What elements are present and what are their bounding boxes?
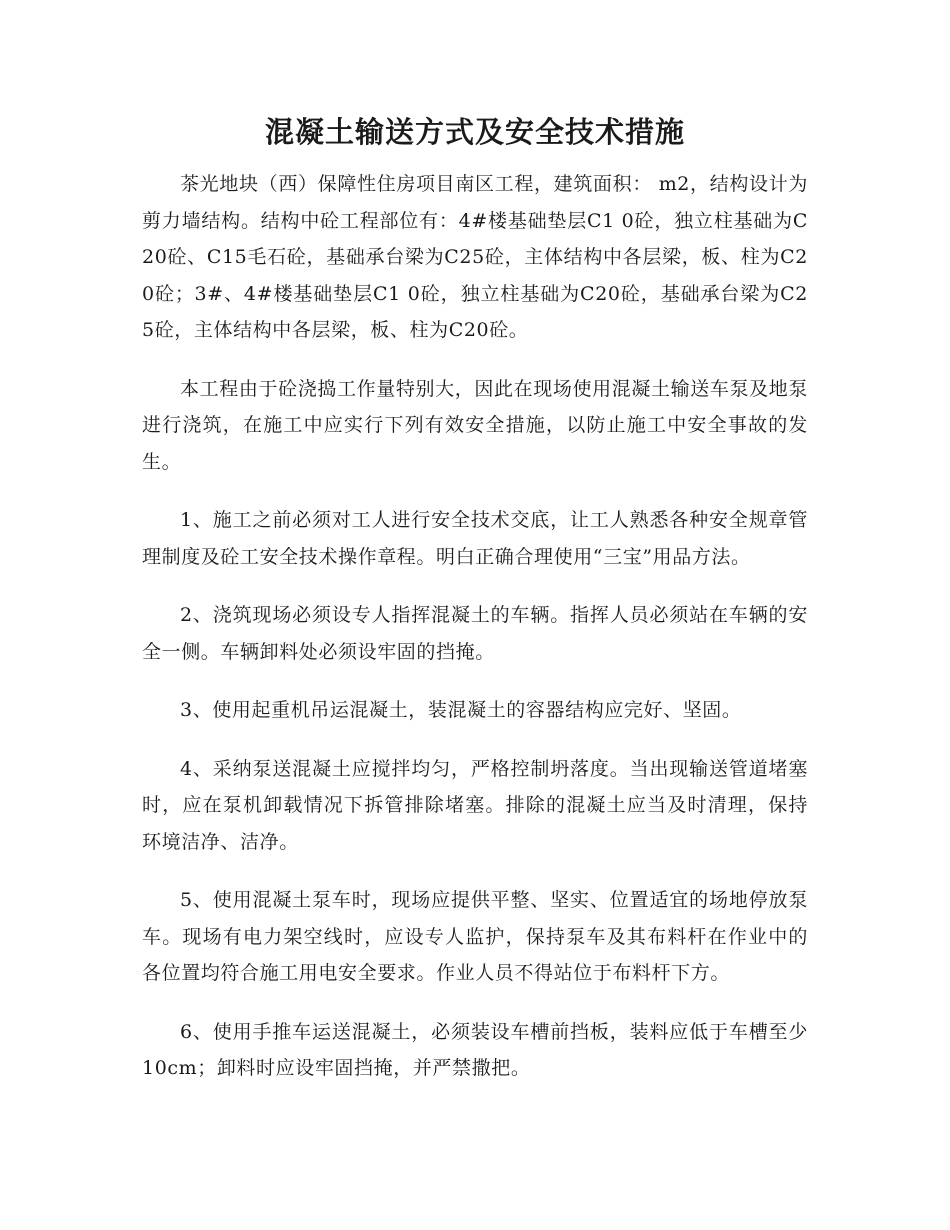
paragraph-item-5: 5、使用混凝土泵车时，现场应提供平整、坚实、位置适宜的场地停放泵车。现场有电力架空线时，应设专人监护，保持泵车及其布料杆在作业中的各位置均符合施工用电安全要求。作业人员不得站位于布料杆下方。 <box>142 889 808 984</box>
paragraph-item-2: 2、浇筑现场必须设专人指挥混凝土的车辆。指挥人员必须站在车辆的安全一侧。车辆卸料处必须设牢固的挡掩。 <box>142 604 808 663</box>
document-title: 混凝土输送方式及安全技术措施 <box>264 115 685 149</box>
paragraph-item-4: 4、采纳泵送混凝土应搅拌均匀，严格控制坍落度。当出现输送管道堵塞时，应在泵机卸载情况下拆管排除堵塞。排除的混凝土应当及时清理，保持环境洁净、洁净。 <box>142 757 808 853</box>
paragraph-pumping-intro: 本工程由于砼浇捣工作量特别大，因此在现场使用混凝土输送车泵及地泵进行浇筑，在施工中应实行下列有效安全措施，以防止施工中安全事故的发生。 <box>142 377 808 473</box>
paragraph-project-overview: 茶光地块（西）保障性住房项目南区工程，建筑面积： m2，结构设计为剪力墙结构。结构中砼工程部位有：4#楼基础垫层C1 0砼，独立柱基础为C20砼、C15毛石砼，基础承台梁为C25砼，主体结构中各层梁，板、柱为C20砼；3#、4#楼基础垫层C1 0砼，独立柱基础为C20砼，基础承台梁为C25砼，主体结构中各层梁，板、柱为C20砼。 <box>142 173 808 341</box>
paragraph-item-3: 3、使用起重机吊运混凝土，装混凝土的容器结构应完好、坚固。 <box>180 699 742 721</box>
paragraph-item-6: 6、使用手推车运送混凝土，必须装设车槽前挡板，装料应低于车槽至少10cm；卸料时应设牢固挡掩，并严禁撒把。 <box>142 1020 808 1079</box>
document-body <box>142 166 808 1109</box>
paragraph-item-1: 1、施工之前必须对工人进行安全技术交底，让工人熟悉各种安全规章管理制度及砼工安全技术操作章程。明白正确合理使用“三宝”用品方法。 <box>142 509 808 568</box>
